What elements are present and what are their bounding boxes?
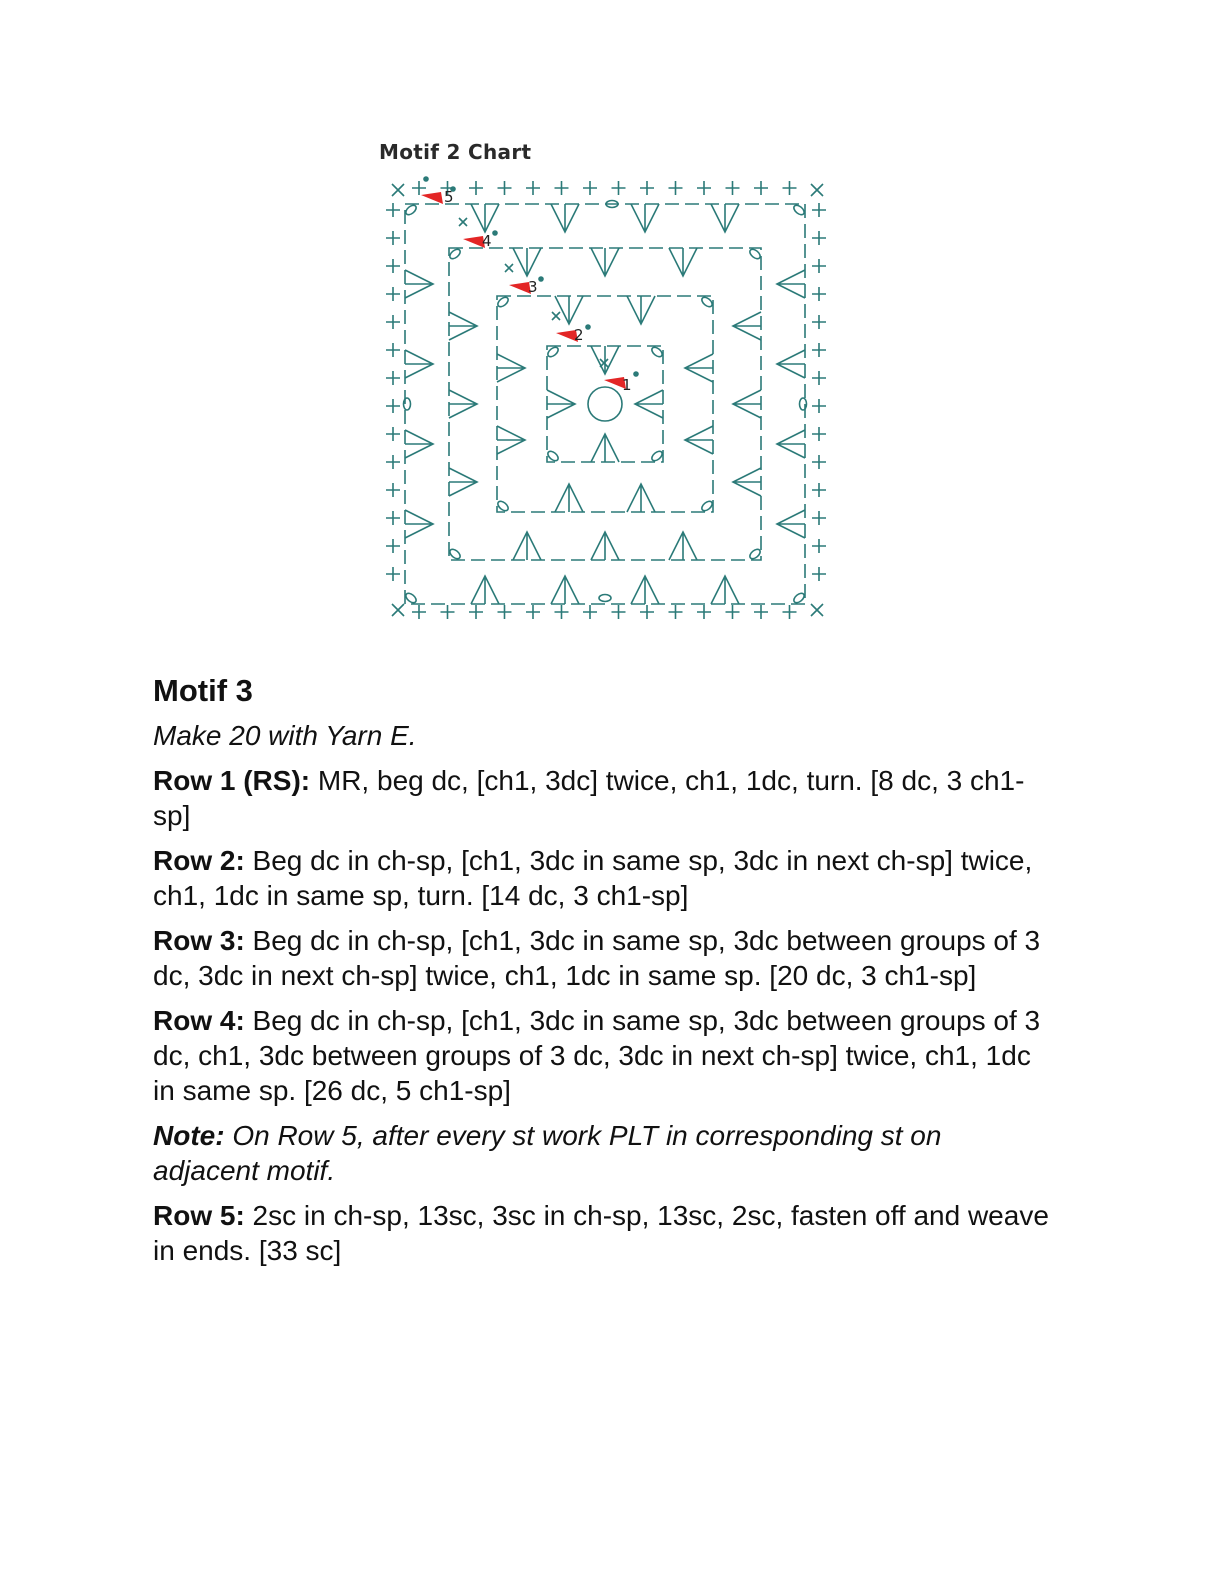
chain-stitch xyxy=(792,591,806,604)
chain-stitch xyxy=(748,247,762,260)
round-label-3: 3 xyxy=(528,278,538,296)
sc-stitch xyxy=(386,203,400,217)
dc-fan xyxy=(733,390,761,418)
dc-fan xyxy=(551,204,579,232)
row-4 xyxy=(153,1003,1053,1108)
chain-stitch xyxy=(650,345,664,358)
dc-fan xyxy=(551,576,579,604)
dc-fan xyxy=(627,296,655,324)
sc-stitch xyxy=(697,605,711,619)
round-label-1: 1 xyxy=(622,376,632,394)
slip-stitch xyxy=(811,184,823,196)
sc-stitch xyxy=(386,483,400,497)
dc-fan xyxy=(555,484,583,512)
row-text: Beg dc in ch-sp, [ch1, 3dc in same sp, 3dc between groups of 3 dc, ch1, 3dc between groups of 3 dc, 3dc in next ch-sp] twice, ch1, 1dc in same sp. [26 dc, 5 ch1-sp] xyxy=(153,1005,1041,1106)
round-label-2: 2 xyxy=(574,326,584,344)
sc-stitch xyxy=(386,539,400,553)
note-label: Note: xyxy=(153,1120,225,1151)
chain-stitch xyxy=(792,203,806,216)
sc-stitch xyxy=(555,605,569,619)
round-dot xyxy=(633,371,639,377)
stitch-symbols xyxy=(386,181,826,619)
sc-stitch xyxy=(726,605,740,619)
sc-stitch xyxy=(640,605,654,619)
sc-stitch xyxy=(412,181,426,195)
chain-stitch xyxy=(496,499,510,512)
dc-fan xyxy=(631,204,659,232)
dc-fan xyxy=(513,248,541,276)
sc-stitch xyxy=(498,181,512,195)
sc-stitch xyxy=(812,203,826,217)
row-1 xyxy=(153,763,1053,833)
sc-stitch xyxy=(783,181,797,195)
sc-stitch xyxy=(386,511,400,525)
sc-stitch xyxy=(469,605,483,619)
round-dot xyxy=(423,176,429,182)
slip-stitch xyxy=(600,359,608,367)
sc-stitch xyxy=(412,605,426,619)
dc-fan xyxy=(591,532,619,560)
dc-fan xyxy=(471,204,499,232)
dc-fan xyxy=(547,390,575,418)
sc-stitch xyxy=(386,427,400,441)
round-label-4: 4 xyxy=(482,232,492,250)
sc-stitch xyxy=(812,259,826,273)
chain-stitch xyxy=(650,449,664,462)
dc-fan xyxy=(405,270,433,298)
sc-stitch xyxy=(812,455,826,469)
round-dot xyxy=(538,276,544,282)
dc-fan xyxy=(405,350,433,378)
dc-fan xyxy=(777,430,805,458)
sc-stitch xyxy=(498,605,512,619)
row-3 xyxy=(153,923,1053,993)
row-text: Beg dc in ch-sp, [ch1, 3dc in same sp, 3dc between groups of 3 dc, 3dc in next ch-sp] twice, ch1, 1dc in same sp. [20 dc, 3 ch1-sp] xyxy=(153,925,1041,991)
sc-stitch xyxy=(386,371,400,385)
dc-fan xyxy=(685,426,713,454)
slip-stitch xyxy=(392,604,404,616)
sc-stitch xyxy=(669,605,683,619)
sc-stitch xyxy=(386,455,400,469)
dc-fan xyxy=(711,576,739,604)
sc-stitch xyxy=(812,427,826,441)
round-outline xyxy=(497,296,713,512)
row-5 xyxy=(153,1198,1053,1268)
sc-stitch xyxy=(812,343,826,357)
sc-stitch xyxy=(812,399,826,413)
round-dot xyxy=(492,230,498,236)
sc-stitch xyxy=(754,605,768,619)
slip-stitch xyxy=(811,604,823,616)
dc-fan xyxy=(471,576,499,604)
sc-stitch xyxy=(812,539,826,553)
sc-stitch xyxy=(583,605,597,619)
dc-fan xyxy=(591,434,619,462)
chain-stitch xyxy=(700,499,714,512)
row-text: MR, beg dc, [ch1, 3dc] twice, ch1, 1dc, turn. [8 dc, 3 ch1-sp] xyxy=(153,765,1025,831)
sc-stitch xyxy=(386,399,400,413)
round-start-marker xyxy=(421,192,443,204)
chain-stitch xyxy=(599,595,611,602)
crochet-chart xyxy=(376,138,836,638)
motif-instructions xyxy=(153,672,1053,1278)
round-outline xyxy=(449,248,761,560)
sc-stitch xyxy=(526,181,540,195)
dc-fan xyxy=(449,390,477,418)
sc-stitch xyxy=(612,181,626,195)
note-text: On Row 5, after every st work PLT in corresponding st on adjacent motif. xyxy=(153,1120,942,1186)
round-dot xyxy=(585,324,591,330)
dc-fan xyxy=(777,350,805,378)
row-2 xyxy=(153,843,1053,913)
sc-stitch xyxy=(697,181,711,195)
row-label: Row 1 (RS): xyxy=(153,765,311,796)
sc-stitch xyxy=(812,511,826,525)
dc-fan xyxy=(449,312,477,340)
magic-ring xyxy=(588,387,622,421)
dc-fan xyxy=(405,430,433,458)
sc-stitch xyxy=(386,259,400,273)
sc-stitch xyxy=(441,605,455,619)
chart-diagram xyxy=(376,168,836,638)
row-label: Row 5: xyxy=(153,1200,245,1231)
chain-stitch xyxy=(448,547,462,560)
motif-heading: Motif 3 xyxy=(153,673,253,708)
row-text: Beg dc in ch-sp, [ch1, 3dc in same sp, 3dc in next ch-sp] twice, ch1, 1dc in same sp, turn. [14 dc, 3 ch1-sp] xyxy=(153,845,1033,911)
motif-subtitle: Make 20 with Yarn E. xyxy=(153,720,417,751)
dc-fan xyxy=(685,354,713,382)
dc-fan xyxy=(635,390,663,418)
sc-stitch xyxy=(812,287,826,301)
dc-fan xyxy=(669,248,697,276)
sc-stitch xyxy=(754,181,768,195)
chain-stitch xyxy=(404,591,418,604)
round-label-5: 5 xyxy=(444,188,454,206)
chain-stitch xyxy=(448,247,462,260)
dc-fan xyxy=(627,484,655,512)
row-label: Row 3: xyxy=(153,925,245,956)
sc-stitch xyxy=(386,315,400,329)
sc-stitch xyxy=(669,181,683,195)
sc-stitch xyxy=(726,181,740,195)
dc-fan xyxy=(733,312,761,340)
chart-title: Motif 2 Chart xyxy=(379,140,532,164)
sc-stitch xyxy=(812,231,826,245)
row-label: Row 4: xyxy=(153,1005,245,1036)
dc-fan xyxy=(497,354,525,382)
chain-stitch xyxy=(496,295,510,308)
slip-stitch xyxy=(459,218,467,226)
dc-fan xyxy=(669,532,697,560)
note xyxy=(153,1118,1053,1188)
sc-stitch xyxy=(526,605,540,619)
sc-stitch xyxy=(812,371,826,385)
sc-stitch xyxy=(812,483,826,497)
sc-stitch xyxy=(812,567,826,581)
dc-fan xyxy=(591,248,619,276)
row-text: 2sc in ch-sp, 13sc, 3sc in ch-sp, 13sc, 2sc, fasten off and weave in ends. [33 sc] xyxy=(153,1200,1049,1266)
sc-stitch xyxy=(783,605,797,619)
sc-stitch xyxy=(386,343,400,357)
sc-stitch xyxy=(386,567,400,581)
slip-stitch xyxy=(552,312,560,320)
dc-fan xyxy=(513,532,541,560)
sc-stitch xyxy=(640,181,654,195)
sc-stitch xyxy=(583,181,597,195)
dc-fan xyxy=(777,270,805,298)
dc-fan xyxy=(733,468,761,496)
chain-stitch xyxy=(546,449,560,462)
chain-stitch xyxy=(748,547,762,560)
dc-fan xyxy=(711,204,739,232)
sc-stitch xyxy=(386,287,400,301)
chain-stitch xyxy=(404,203,418,216)
dc-fan xyxy=(497,426,525,454)
chain-stitch xyxy=(546,345,560,358)
dc-fan xyxy=(777,510,805,538)
dc-fan xyxy=(405,510,433,538)
dc-fan xyxy=(631,576,659,604)
dc-fan xyxy=(591,346,619,374)
sc-stitch xyxy=(469,181,483,195)
slip-stitch xyxy=(505,264,513,272)
slip-stitch xyxy=(392,184,404,196)
dc-fan xyxy=(449,468,477,496)
sc-stitch xyxy=(812,315,826,329)
sc-stitch xyxy=(386,231,400,245)
sc-stitch xyxy=(555,181,569,195)
chain-stitch xyxy=(700,295,714,308)
sc-stitch xyxy=(612,605,626,619)
row-label: Row 2: xyxy=(153,845,245,876)
